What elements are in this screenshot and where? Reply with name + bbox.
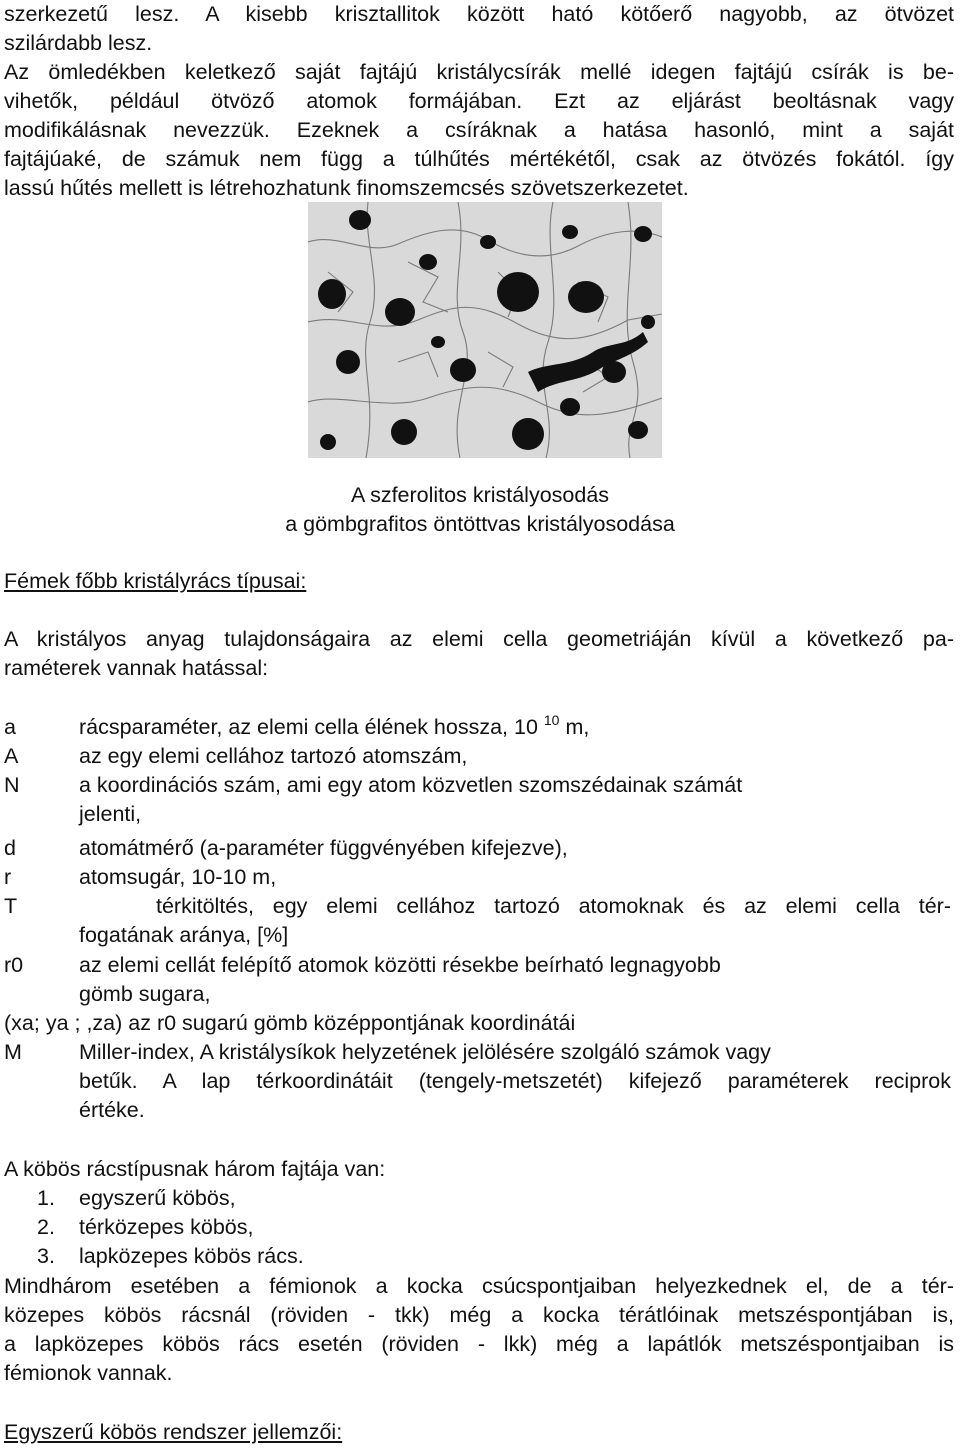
definition-term: M xyxy=(4,1040,22,1064)
cubic-intro: A köbös rácstípusnak három fajtája van: xyxy=(4,1157,386,1181)
definition-text: Miller-index, A kristálysíkok helyzetének jelölésére szolgáló számok vagy xyxy=(79,1040,771,1064)
cubic-paragraph-line-4: fémionok vannak. xyxy=(4,1361,173,1385)
definition-text: atomsugár, 10-10 m, xyxy=(79,865,277,889)
definition-text: a koordinációs szám, ami egy atom közvetlen szomszédainak számát xyxy=(79,773,743,797)
definition-term: T xyxy=(4,894,18,918)
definition-text-continued: jelenti, xyxy=(79,802,142,826)
definition-text-continued: értéke. xyxy=(79,1098,145,1122)
intro-line-5: modifikálásnak nevezzük. Ezeknek a csíráknak a hatása hasonló, mint a saját xyxy=(4,118,954,142)
figure-caption-line-2: a gömbgrafitos öntöttvas kristályosodása xyxy=(285,512,675,536)
section-paragraph-line-2: raméterek vannak hatással: xyxy=(4,656,269,680)
definition-term: r xyxy=(4,865,12,889)
micrograph-image xyxy=(308,202,662,458)
section-paragraph-line-1: A kristályos anyag tulajdonságaira az elemi cella geometriáján kívül a következő pa- xyxy=(4,627,954,651)
intro-line-1: szerkezetű lesz. A kisebb krisztallitok között ható kötőerő nagyobb, az ötvözet xyxy=(4,2,954,26)
intro-line-3: Az ömledékben keletkező saját fajtájú kristálycsírák mellé idegen fajtájú csírák is be- xyxy=(4,60,954,84)
figure-caption-line-1: A szferolitos kristályosodás xyxy=(350,483,610,507)
definition-text-continued: fogatának aránya, [%] xyxy=(79,923,289,947)
section-heading-lattice-types: Fémek főbb kristályrács típusai: xyxy=(4,569,307,593)
cubic-paragraph-line-3: a lapközepes köbös rács esetén (röviden - lkk) még a lapátlók metszéspontjaiban is xyxy=(4,1332,954,1356)
definition-term: a xyxy=(4,715,16,739)
definition-text: az elemi cellát felépítő atomok közötti résekbe beírható legnagyobb xyxy=(79,953,721,977)
definition-text: az egy elemi cellához tartozó atomszám, xyxy=(79,744,468,768)
list-item: térközepes köbös, xyxy=(79,1215,254,1239)
intro-line-4: vihetők, például ötvöző atomok formájában. Ezt az eljárást beoltásnak vagy xyxy=(4,89,954,113)
list-item: lapközepes köbös rács. xyxy=(79,1244,304,1268)
definition-text: térkitöltés, egy elemi cellához tartozó atomoknak és az elemi cella tér- xyxy=(156,894,951,918)
intro-line-6: fajtájúaké, de számuk nem függ a túlhűtés mértékétől, csak az ötvözés fokától. így xyxy=(4,147,954,171)
intro-line-7: lassú hűtés mellett is létrehozhatunk finomszemcsés szövetszerkezetet. xyxy=(4,176,689,200)
cubic-paragraph-line-1: Mindhárom esetében a fémionok a kocka csúcspontjaiban helyezkednek el, de a tér- xyxy=(4,1274,954,1298)
definition-term: A xyxy=(4,744,19,768)
definition-term: d xyxy=(4,836,16,860)
intro-line-2: szilárdabb lesz. xyxy=(4,31,153,55)
definition-text-continued: betűk. A lap térkoordinátáit (tengely-metszetét) kifejező paraméterek reciprok xyxy=(79,1069,951,1093)
cubic-paragraph-line-2: közepes köbös rácsnál (röviden - tkk) még a kocka térátlóinak metszéspontjában is, xyxy=(4,1303,954,1327)
definition-text: atomátmérő (a-paraméter függvényében kifejezve), xyxy=(79,836,568,860)
definition-text: rácsparaméter, az elemi cella élének hossza, 10 $^{10}$ m, xyxy=(79,712,590,739)
list-item-number: 3. xyxy=(37,1244,55,1268)
definition-term: r0 xyxy=(4,953,24,977)
definition-term: (xa; ya ; ,za) az r0 sugarú gömb középpontjának koordinátái xyxy=(4,1011,576,1035)
definition-text-continued: gömb sugara, xyxy=(79,982,211,1006)
definition-term: N xyxy=(4,773,20,797)
list-item-number: 2. xyxy=(37,1215,55,1239)
list-item-number: 1. xyxy=(37,1186,55,1210)
list-item: egyszerű köbös, xyxy=(79,1186,236,1210)
section-heading-simple-cubic: Egyszerű köbös rendszer jellemzői: xyxy=(4,1420,343,1444)
